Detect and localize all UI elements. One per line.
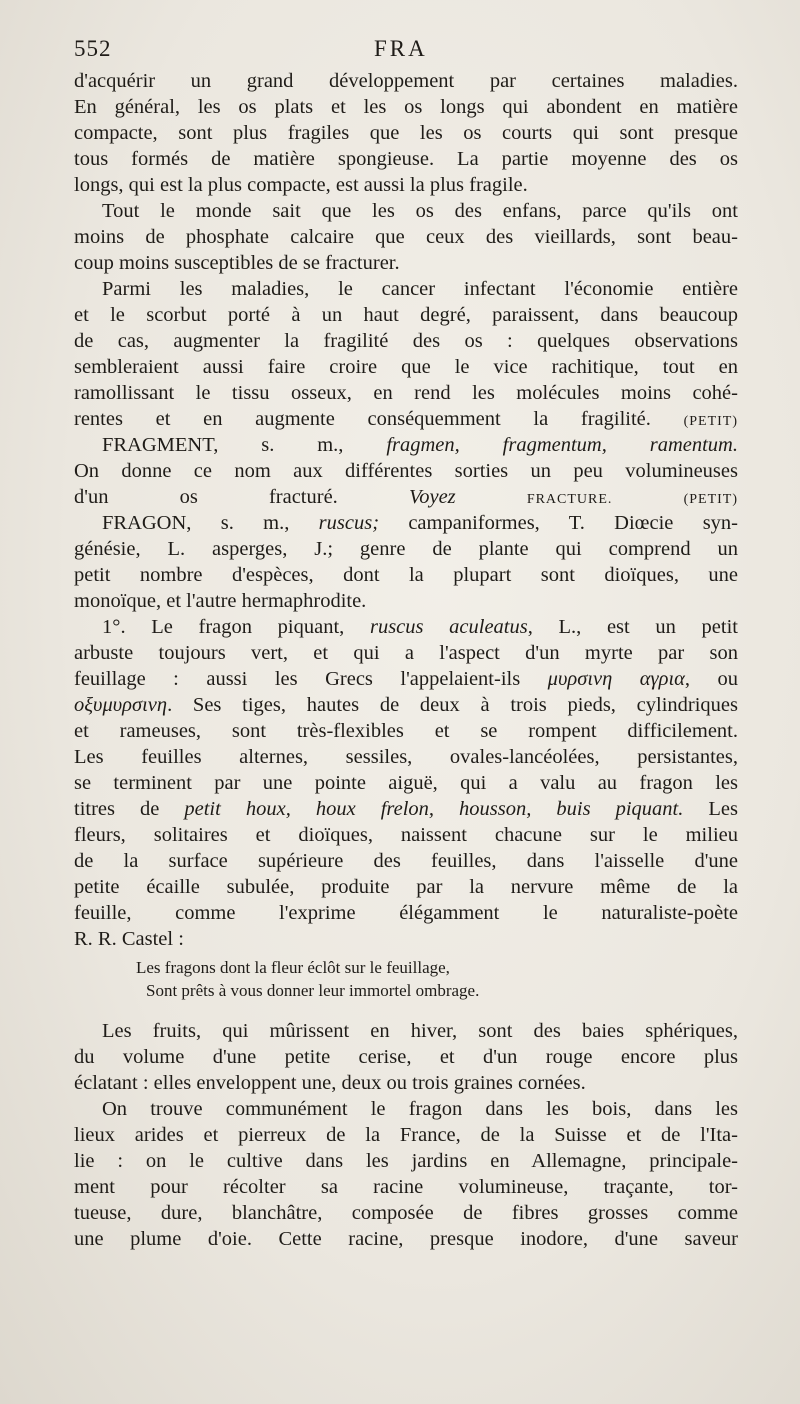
entry-fragment-line [74, 432, 738, 458]
text-line [74, 484, 738, 510]
text-line [74, 796, 738, 822]
text-span: d'un os fracturé. [74, 486, 338, 508]
entry-grammar: , s. m., [213, 434, 387, 456]
common-names: petit houx, houx frelon, housson, buis piquant. [184, 798, 684, 820]
text-line: monoïque, et l'autre hermaphrodite. [74, 590, 367, 612]
author-signature: (PETIT) [683, 414, 738, 429]
text-line: En général, les os plats et les os longs qui abondent en matière [74, 96, 738, 118]
entry-headword: FRAGMENT [102, 434, 214, 456]
text-line: feuille, comme l'exprime élégamment le naturaliste-poète [74, 902, 738, 924]
text-span: feuillage : aussi les Grecs l'appelaient-ils [74, 668, 548, 690]
voyez-label: Voyez [408, 486, 456, 508]
page-header [74, 36, 736, 68]
verse-quote [136, 956, 656, 1002]
entry-grammar: , s. m., [186, 512, 319, 534]
entry-latin: fragmen, fragmentum, ramentum. [386, 434, 738, 456]
entry-latin: ruscus; [318, 512, 380, 534]
text-line: une plume d'oie. Cette racine, presque inodore, d'une saveur [74, 1228, 738, 1250]
text-span: Les [683, 798, 738, 820]
text-line: compacte, sont plus fragiles que les os courts qui sont presque [74, 122, 738, 144]
running-head: FRA [374, 36, 428, 61]
greek-name: οξυμυρσινη [74, 694, 168, 716]
text-line: lie : on le cultive dans les jardins en Allemagne, principale- [74, 1150, 738, 1172]
text-line: Les fruits, qui mûrissent en hiver, sont des baies sphériques, [102, 1020, 738, 1042]
text-line: On trouve communément le fragon dans les bois, dans les [102, 1098, 738, 1120]
text-line: d'acquérir un grand développement par certaines maladies. [74, 70, 738, 92]
text-line: moins de phosphate calcaire que ceux des vieillards, sont beau- [74, 226, 738, 248]
main-text-continued [74, 1018, 738, 1252]
text-line: On donne ce nom aux différentes sorties un peu volumineuses [74, 460, 738, 482]
text-span: campaniformes, T. Diœcie syn- [379, 512, 738, 534]
text-line: longs, qui est la plus compacte, est aussi la plus fragile. [74, 174, 528, 196]
text-line: et le scorbut porté à un haut degré, paraissent, dans beaucoup [74, 304, 738, 326]
text-line [74, 692, 738, 718]
text-line [74, 666, 738, 692]
author-signature: (PETIT) [683, 492, 738, 507]
text-line: Les feuilles alternes, sessiles, ovales-lancéolées, persistantes, [74, 746, 738, 768]
text-line: arbuste toujours vert, et qui a l'aspect d'un myrte par son [74, 642, 738, 664]
text-line: éclatant : elles enveloppent une, deux ou trois graines cornées. [74, 1072, 586, 1094]
cross-reference: FRACTURE. [526, 492, 613, 507]
entry-fragon-line [74, 510, 738, 536]
text-line: se terminent par une pointe aiguë, qui a valu au fragon les [74, 772, 738, 794]
verse-line: Les fragons dont la fleur éclôt sur le feuillage, [136, 958, 450, 977]
text-line: ment pour récolter sa racine volumineuse, traçante, tor- [74, 1176, 738, 1198]
text-line [74, 406, 738, 432]
text-line: de cas, augmenter la fragilité des os : quelques observations [74, 330, 738, 352]
text-line: génésie, L. asperges, J.; genre de plante qui comprend un [74, 538, 738, 560]
text-line: sembleraient aussi faire croire que le vice rachitique, tout en [74, 356, 738, 378]
entry-headword: FRAGON [102, 512, 187, 534]
text-line: Tout le monde sait que les os des enfans, parce qu'ils ont [102, 200, 738, 222]
text-span: titres de [74, 798, 185, 820]
latin-name: ruscus aculeatus [369, 616, 528, 638]
text-line: ramollissant le tissu osseux, en rend les molécules moins cohé- [74, 382, 738, 404]
text-line: de la surface supérieure des feuilles, dans l'aisselle d'une [74, 850, 738, 872]
page-number: 552 [74, 36, 112, 61]
text-line: Parmi les maladies, le cancer infectant l'économie entière [102, 278, 738, 300]
text-line-content: rentes et en augmente conséquemment la fragilité. [74, 408, 651, 430]
text-line: tueuse, dure, blanchâtre, composée de fibres grosses comme [74, 1202, 738, 1224]
text-line: fleurs, solitaires et dioïques, naissent chacune sur le milieu [74, 824, 738, 846]
text-span: , ou [684, 668, 738, 690]
text-line: tous formés de matière spongieuse. La partie moyenne des os [74, 148, 738, 170]
text-span: 1°. Le fragon piquant, [102, 616, 370, 638]
text-line: R. R. Castel : [74, 928, 184, 950]
text-span: , L., est un petit [527, 616, 738, 638]
text-line [74, 614, 738, 640]
text-span: . Ses tiges, hautes de deux à trois pieds, cylindriques [167, 694, 738, 716]
main-text [74, 68, 738, 952]
text-line: lieux arides et pierreux de la France, de la Suisse et de l'Ita- [74, 1124, 738, 1146]
text-line: du volume d'une petite cerise, et d'un rouge encore plus [74, 1046, 738, 1068]
verse-line: Sont prêts à vous donner leur immortel ombrage. [146, 981, 480, 1000]
text-line: et rameuses, sont très-flexibles et se rompent difficilement. [74, 720, 738, 742]
text-line: coup moins susceptibles de se fracturer. [74, 252, 400, 274]
greek-name: μυρσινη αγρια [547, 668, 685, 690]
text-line: petite écaille subulée, produite par la nervure même de la [74, 876, 738, 898]
text-line: petit nombre d'espèces, dont la plupart sont dioïques, une [74, 564, 738, 586]
